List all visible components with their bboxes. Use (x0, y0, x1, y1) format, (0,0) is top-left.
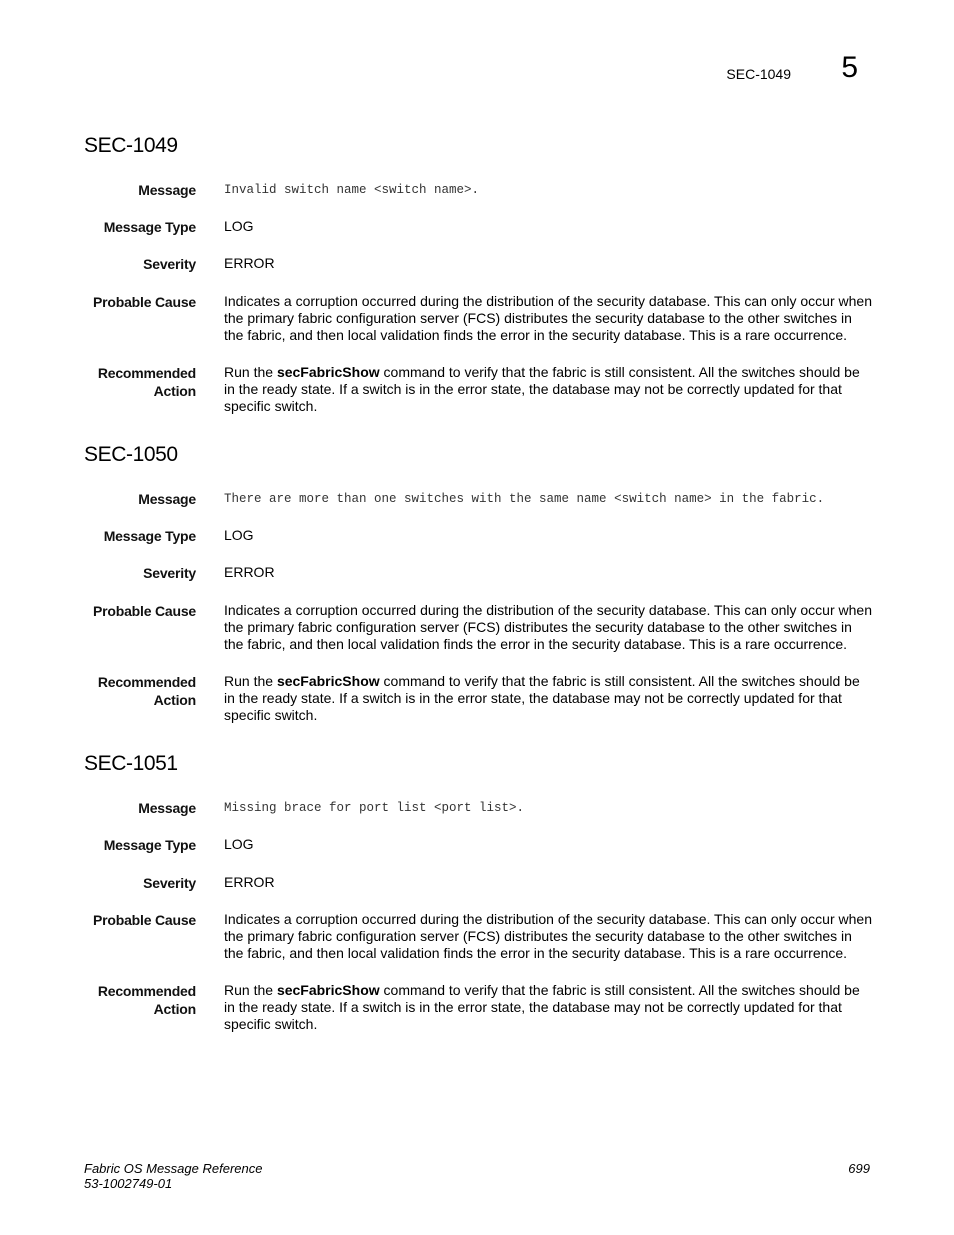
severity-value: ERROR (224, 255, 275, 271)
message-text: Missing brace for port list <port list>. (224, 801, 525, 815)
recommended-action-text (224, 982, 874, 1033)
action-command: secFabricShow (276, 982, 380, 998)
recommended-label-line1: Recommended (97, 365, 196, 381)
probable-cause-label: Probable Cause (92, 603, 196, 619)
recommended-label-line2: Action (153, 692, 196, 708)
recommended-action-label (84, 982, 196, 1018)
section-title: SEC-1049 (84, 134, 178, 157)
section-title: SEC-1051 (84, 752, 178, 775)
chapter-number: 5 (841, 51, 858, 84)
action-suffix: command to verify that the fabric is still consistent. All the switches should be in the ready state. If a switch is in the error state, the database may not be correctly updated for that specific switch. (224, 364, 860, 414)
severity-label: Severity (143, 565, 196, 581)
recommended-action-text (224, 673, 874, 724)
message-entry-sec-1051 (84, 752, 874, 1032)
message-type-value: LOG (224, 527, 254, 543)
message-type-value: LOG (224, 218, 254, 234)
recommended-action-label (84, 673, 196, 709)
footer-doc-title: Fabric OS Message Reference (84, 1161, 263, 1176)
action-suffix: command to verify that the fabric is still consistent. All the switches should be in the ready state. If a switch is in the error state, the database may not be correctly updated for that specific switch. (224, 673, 860, 723)
probable-cause-text: Indicates a corruption occurred during the distribution of the security database. This can only occur when the primary fabric configuration server (FCS) distributes the security database to the other switches in the fabric, and then local validation finds the error in the security database. This is a rare occurrence. (224, 293, 872, 343)
message-label: Message (138, 182, 196, 198)
message-text: Invalid switch name <switch name>. (224, 183, 480, 197)
page-footer (84, 1161, 870, 1191)
message-label: Message (138, 800, 196, 816)
severity-label: Severity (143, 256, 196, 272)
action-command: secFabricShow (276, 673, 380, 689)
recommended-label-line1: Recommended (97, 674, 196, 690)
recommended-label-line1: Recommended (97, 983, 196, 999)
probable-cause-text: Indicates a corruption occurred during the distribution of the security database. This can only occur when the primary fabric configuration server (FCS) distributes the security database to the other switches in the fabric, and then local validation finds the error in the security database. This is a rare occurrence. (224, 602, 872, 652)
message-entry-sec-1050 (84, 443, 874, 723)
probable-cause-text: Indicates a corruption occurred during the distribution of the security database. This can only occur when the primary fabric configuration server (FCS) distributes the security database to the other switches in the fabric, and then local validation finds the error in the security database. This is a rare occurrence. (224, 911, 872, 961)
probable-cause-label: Probable Cause (92, 912, 196, 928)
footer-doc-number: 53-1002749-01 (84, 1176, 173, 1191)
probable-cause-label: Probable Cause (92, 294, 196, 310)
severity-label: Severity (143, 875, 196, 891)
message-type-value: LOG (224, 836, 254, 852)
message-type-label: Message Type (103, 837, 196, 853)
action-prefix: Run the (224, 364, 277, 380)
recommended-label-line2: Action (153, 383, 196, 399)
page-number: 699 (848, 1161, 870, 1176)
message-type-label: Message Type (103, 219, 196, 235)
action-prefix: Run the (224, 673, 277, 689)
severity-value: ERROR (224, 564, 275, 580)
severity-value: ERROR (224, 874, 275, 890)
section-title: SEC-1050 (84, 443, 178, 466)
message-text: There are more than one switches with the same name <switch name> in the fabric. (224, 492, 825, 506)
message-label: Message (138, 491, 196, 507)
action-command: secFabricShow (276, 364, 380, 380)
message-type-label: Message Type (103, 528, 196, 544)
recommended-action-text (224, 364, 874, 415)
action-suffix: command to verify that the fabric is still consistent. All the switches should be in the ready state. If a switch is in the error state, the database may not be correctly updated for that specific switch. (224, 982, 860, 1032)
action-prefix: Run the (224, 982, 277, 998)
recommended-label-line2: Action (153, 1001, 196, 1017)
running-header-title: SEC-1049 (726, 66, 791, 82)
message-entry-sec-1049 (84, 134, 874, 414)
recommended-action-label (84, 364, 196, 400)
